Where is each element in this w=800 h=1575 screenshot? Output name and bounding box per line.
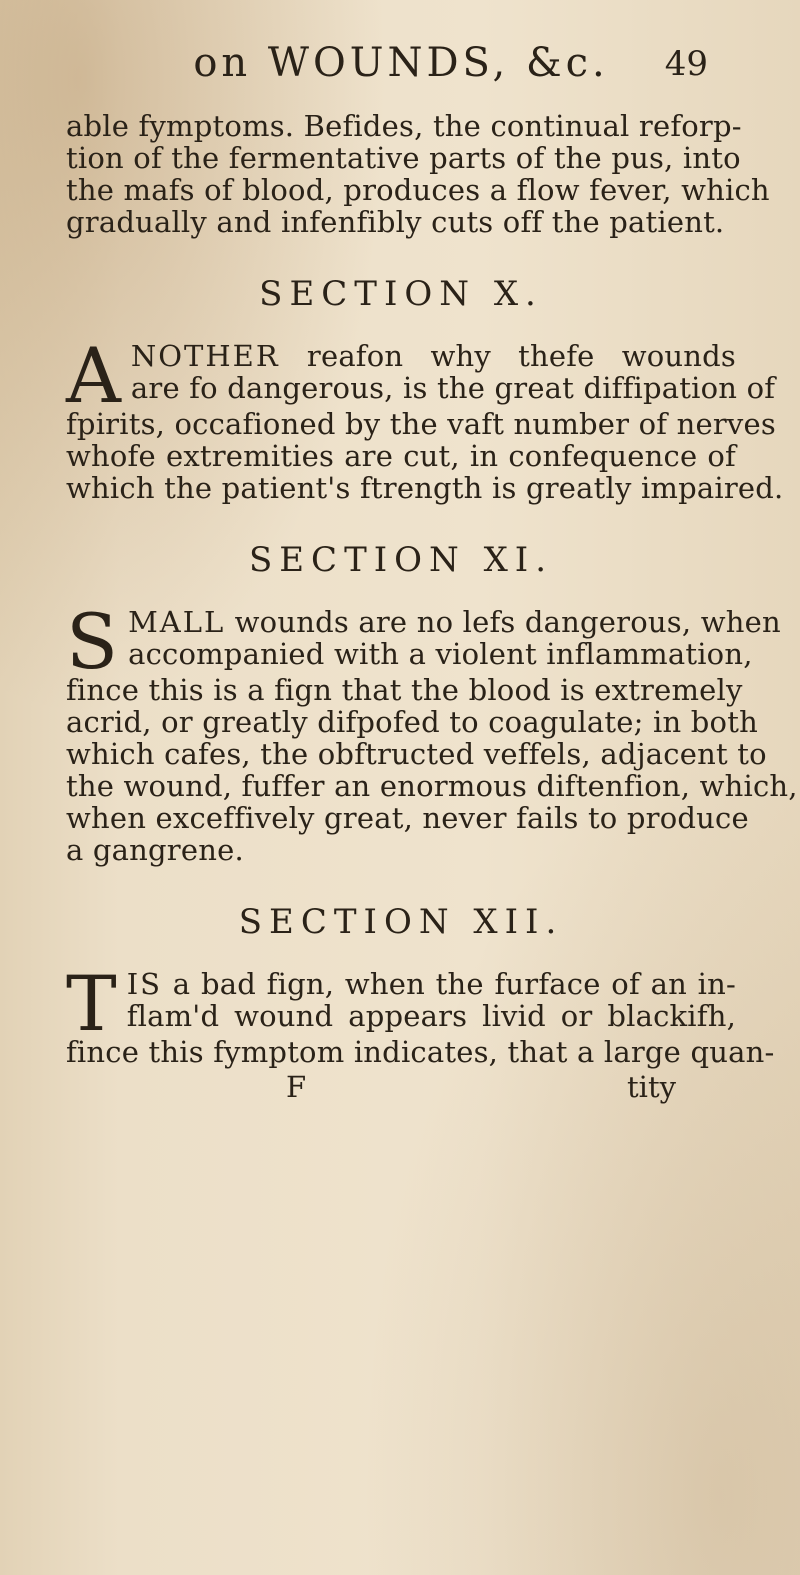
text-line: whofe extremities are cut, in confequence of xyxy=(66,439,736,473)
section-heading-xii: SECTION XII. xyxy=(238,902,564,942)
lead-word: NOTHER xyxy=(130,339,280,373)
drop-cap: T xyxy=(66,959,117,1048)
running-title: on WOUNDS, &c. xyxy=(193,40,609,86)
text-line: reafon why thefe wounds xyxy=(306,339,737,373)
signature-mark: F xyxy=(286,1070,307,1104)
text-line: wounds are no lefs dangerous, when xyxy=(234,605,781,639)
text-line: fince this is a fign that the blood is extremely xyxy=(66,673,743,707)
book-page xyxy=(66,40,798,1540)
text-line: are fo dangerous, is the great diffipation of xyxy=(130,371,776,405)
text-line: a bad fign, when the furface of an in- xyxy=(172,967,737,1001)
text-line: which the patient's ftrength is greatly impaired. xyxy=(66,471,784,505)
lead-word: IS xyxy=(126,967,163,1001)
page-number: 49 xyxy=(664,44,708,84)
text-line: which cafes, the obftructed veffels, adjacent to xyxy=(66,737,767,771)
running-head xyxy=(66,40,736,110)
text-line: tion of the fermentative parts of the pus, into xyxy=(66,141,741,175)
text-line: a gangrene. xyxy=(66,833,244,867)
text-line-with-lead xyxy=(66,968,736,1000)
text-line: fince this fymptom indicates, that a large quan- xyxy=(66,1035,775,1069)
drop-cap: S xyxy=(66,597,119,686)
intro-paragraph xyxy=(66,109,770,239)
section-heading-xi: SECTION XI. xyxy=(248,540,554,580)
lead-word: MALL xyxy=(128,605,226,639)
text-line: acrid, or greatly difpofed to coagulate; in both xyxy=(66,705,758,739)
text-line: the wound, fuffer an enormous diftenfion, which, xyxy=(66,769,798,803)
text-line-with-lead xyxy=(66,340,736,372)
catchword: tity xyxy=(627,1070,676,1104)
text-line: fpirits, occafioned by the vaft number of nerves xyxy=(66,407,776,441)
section-xi-paragraph xyxy=(66,597,798,867)
page-footer xyxy=(66,1070,736,1104)
text-line: the mafs of blood, produces a flow fever, which xyxy=(66,173,770,207)
section-xii-paragraph xyxy=(66,959,775,1069)
text-line: accompanied with a violent inflammation, xyxy=(128,637,753,671)
section-x-paragraph xyxy=(66,331,784,505)
text-line: flam'd wound appears livid or blackifh, xyxy=(126,999,736,1033)
text-line: gradually and infenfibly cuts off the patient. xyxy=(66,205,725,239)
section-heading-x: SECTION X. xyxy=(259,274,543,314)
text-line-with-lead xyxy=(66,605,781,639)
text-line: able fymptoms. Befides, the continual reforp- xyxy=(66,109,742,143)
text-line: when exceffively great, never fails to produce xyxy=(66,801,749,835)
drop-cap: A xyxy=(66,331,121,420)
